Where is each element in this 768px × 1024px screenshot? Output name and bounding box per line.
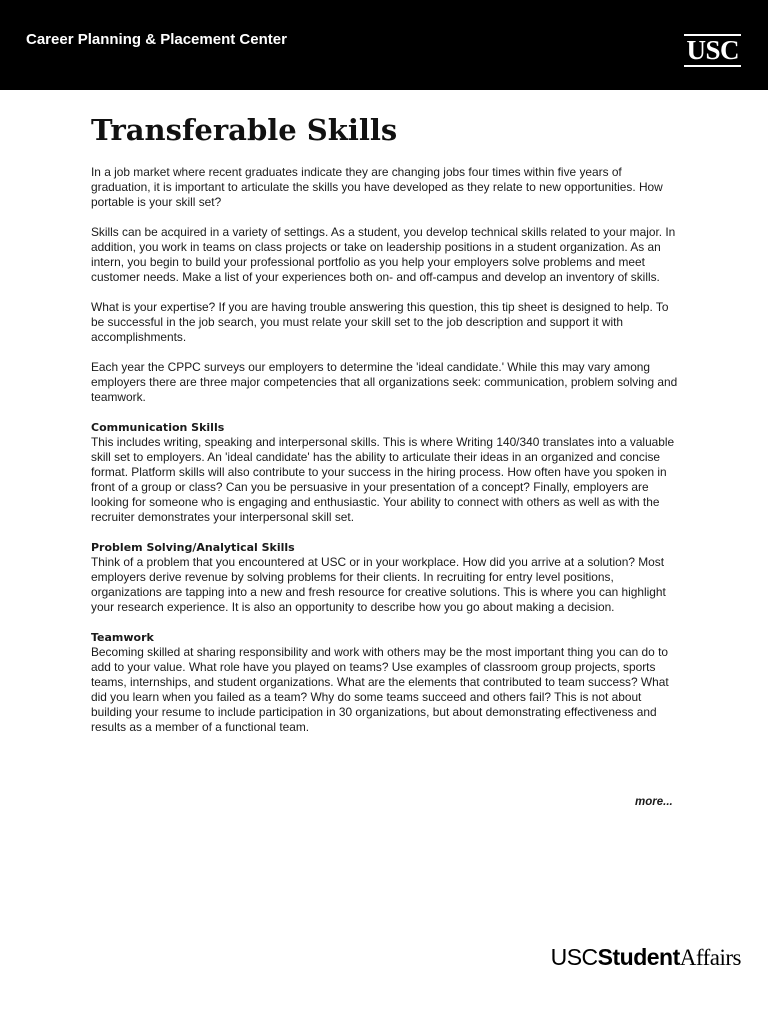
- usc-logo: USC: [686, 35, 739, 65]
- section-text: Think of a problem that you encountered at USC or in your workplace. How did you arrive at a solution? Most employers derive revenue by solving problems for their clients. In recruiting for entry level positions, organizations are tapping into a new and fresh resource for creative solutions. This is where you can highlight your research experience. It is also an opportunity to describe how you go about making a decision.: [91, 555, 666, 614]
- intro-paragraph: Skills can be acquired in a variety of settings. As a student, you develop technical skills related to your major. In addition, you work in teams on class projects or take on leadership positions in a student organization. As an intern, you begin to build your professional portfolio as you help your employers solve problems and meet customer needs. Make a list of your experiences both on- and off-campus and develop an inventory of skills.: [91, 225, 676, 284]
- section-heading: Problem Solving/Analytical Skills: [91, 541, 295, 554]
- page-title: Transferable Skills: [91, 113, 398, 147]
- intro-paragraph: In a job market where recent graduates indicate they are changing jobs four times within five years of graduation, it is important to articulate the skills you have developed as they relate to new opportunities. How portable is your skill set?: [91, 165, 663, 209]
- section-teamwork: [91, 630, 681, 735]
- footer-logo-affairs: Affairs: [679, 945, 741, 970]
- footer-logo-student: Student: [597, 944, 680, 970]
- section-problem-solving: [91, 540, 681, 615]
- section-heading: Teamwork: [91, 631, 154, 644]
- header-title: Career Planning & Placement Center: [26, 31, 287, 48]
- intro-paragraph: What is your expertise? If you are having trouble answering this question, this tip sheet is designed to help. To be successful in the job search, you must relate your skill set to the job description and support it with accomplishments.: [91, 300, 669, 344]
- header-bar: [0, 0, 768, 90]
- section-text: Becoming skilled at sharing responsibility and work with others may be the most important thing you can do to add to your value. What role have you played on teams? Use examples of classroom group projects, sports teams, internships, and student organizations. What are the elements that contributed to team success? What did you learn when you failed as a team? Why do some teams succeed and others fail? This is not about building your resume to include participation in 30 organizations, but about demonstrating effectiveness and results as a member of a functional team.: [91, 645, 669, 734]
- section-communication: [91, 420, 681, 525]
- footer-logo-usc: USC: [550, 944, 598, 970]
- section-text: This includes writing, speaking and interpersonal skills. This is where Writing 140/340 translates into a valuable skill set to employers. An 'ideal candidate' has the ability to articulate their ideas in an organized and concise format. Platform skills will also contribute to your success in the hiring process. How often have you spoken in front of a group or class? Can you be persuasive in your presentation of a concept? Finally, employers are looking for someone who is engaging and enthusiastic. Your ability to connect with others as well as with the recruiter demonstrates your interpersonal skill set.: [91, 435, 675, 524]
- document-content: [91, 110, 681, 750]
- section-heading: Communication Skills: [91, 421, 225, 434]
- student-affairs-logo: [551, 942, 741, 973]
- more-link[interactable]: more...: [635, 796, 673, 808]
- intro-paragraph: Each year the CPPC surveys our employers to determine the 'ideal candidate.' While this may vary among employers there are three major competencies that all organizations seek: communication, problem solving and teamwork.: [91, 360, 678, 404]
